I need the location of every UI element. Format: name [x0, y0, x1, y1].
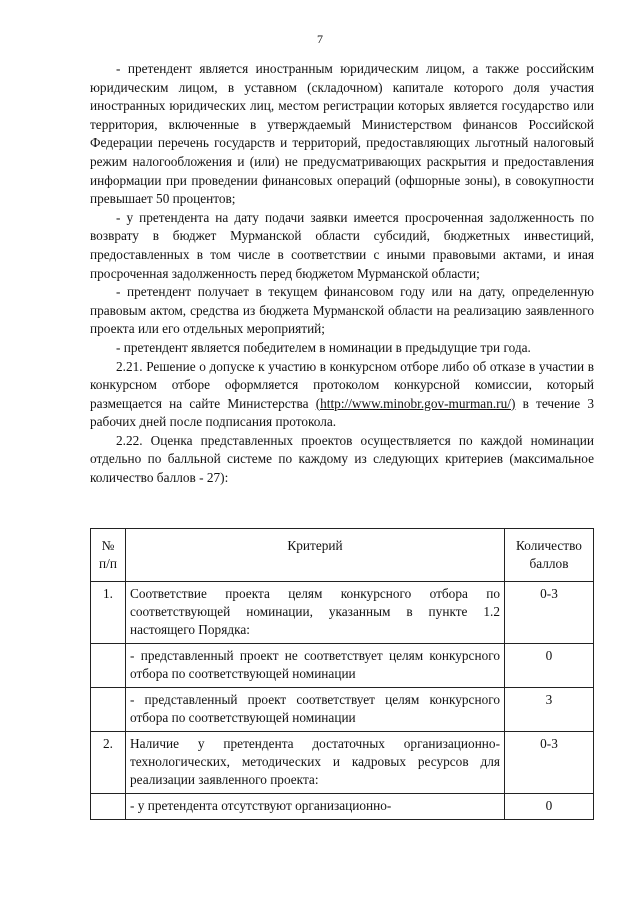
row-criterion: - представленный проект не соответствует целям конкурсного отбора по соответствующей номинации [126, 644, 505, 688]
paragraph-winner: - претендент является победителем в номинации в предыдущие три года. [116, 339, 531, 355]
table-header-row [91, 529, 594, 582]
paragraph-funding: - претендент получает в текущем финансовом году или на дату, определенную правовым актом, средства из бюджета Мурманской области на реализацию заявленного проекта или его отдельных мероприятий; [90, 284, 594, 337]
paragraph-foreign-entity: - претендент является иностранным юридическим лицом, а также российским юридическим лицом, в уставном (складочном) капитале которого доля участия иностранных юридических лиц, местом регистрации которых является государство или территория, включенные в утверждаемый Министерством финансов Российской Федерации перечень государств и территорий, предоставляющих льготный налоговый режим налогообложения и (или) не предусматривающих раскрытия и предоставления информации при проведении финансовых операций (офшорные зоны), в совокупности превышает 50 процентов; [90, 61, 594, 207]
table-row [91, 794, 594, 820]
table-row [91, 582, 594, 644]
row-criterion: - у претендента отсутствуют организационно- [126, 794, 505, 820]
row-score: 0-3 [505, 582, 594, 644]
table-row [91, 644, 594, 688]
row-score: 0 [505, 644, 594, 688]
row-criterion: Наличие у претендента достаточных организационно-технологических, методических и кадровых ресурсов для реализации заявленного проекта: [126, 732, 505, 794]
paragraph-2-22: 2.22. Оценка представленных проектов осуществляется по каждой номинации отдельно по балльной системе по каждому из следующих критериев (максимальное количество баллов - 27): [90, 432, 594, 486]
row-criterion: Соответствие проекта целям конкурсного отбора по соответствующей номинации, указанным в пункте 1.2 настоящего Порядка: [126, 582, 505, 644]
table-row [91, 732, 594, 794]
paragraph-debt: - у претендента на дату подачи заявки имеется просроченная задолженность по возврату в бюджет Мурманской области субсидий, бюджетных инвестиций, предоставленных в том числе в соответствии с иными правовыми актами, и иная просроченная задолженность перед бюджетом Мурманской области; [90, 209, 594, 281]
page-number: 7 [317, 32, 323, 46]
paragraph-2-21 [90, 358, 594, 432]
criteria-table [90, 528, 594, 820]
paragraph-2-21-text: 2.21. Решение о допуске к участию в конкурсном отборе либо об отказе в участии в конкурсном отборе оформляется протоколом конкурсной комиссии, который размещается на сайте Министерства [90, 358, 594, 411]
row-num [91, 688, 126, 732]
paragraph-2-21-tail: в течение 3 рабочих дней после подписания протокола. [90, 395, 594, 430]
row-num [91, 644, 126, 688]
header-num: № п/п [91, 529, 126, 582]
row-num: 2. [91, 732, 126, 794]
row-score: 0-3 [505, 732, 594, 794]
table-row [91, 688, 594, 732]
header-criterion: Критерий [126, 529, 505, 582]
row-criterion: - представленный проект соответствует целям конкурсного отбора по соответствующей номинации [126, 688, 505, 732]
row-num: 1. [91, 582, 126, 644]
row-score: 3 [505, 688, 594, 732]
ministry-site-link[interactable]: (http://www.minobr.gov-murman.ru/) [315, 395, 516, 411]
row-num [91, 794, 126, 820]
document-body [90, 60, 594, 488]
row-score: 0 [505, 794, 594, 820]
header-score: Количество баллов [505, 529, 594, 582]
